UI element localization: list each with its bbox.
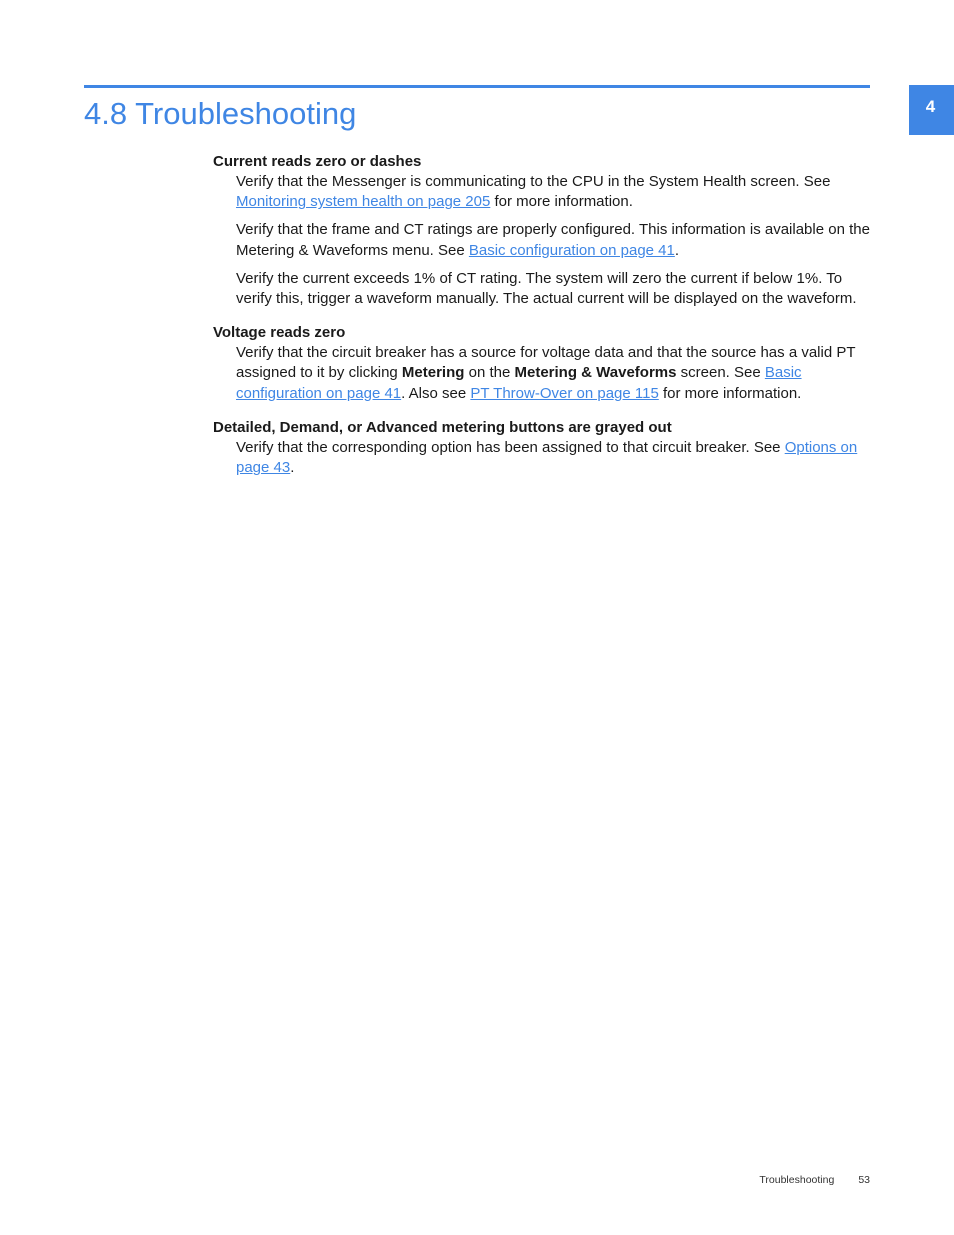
text: on the [464, 364, 515, 382]
link-basic-configuration[interactable]: Basic configuration on page 41 [468, 241, 675, 259]
text: Verify that the corresponding option has been assigned to that circuit breaker. See [236, 438, 785, 456]
header-rule [84, 85, 870, 88]
page-footer [759, 1174, 870, 1186]
paragraph [236, 172, 873, 212]
section-heading: Current reads zero or dashes [213, 153, 422, 170]
paragraph [236, 438, 873, 478]
text: for more information. [658, 384, 802, 402]
section-heading: Detailed, Demand, or Advanced metering buttons are grayed out [213, 418, 672, 436]
page-title: 4.8 Troubleshooting [84, 96, 357, 131]
ui-term-metering: Metering [401, 364, 465, 382]
link-monitoring-system-health[interactable]: Monitoring system health on page 205 [236, 193, 491, 211]
section-current-reads-zero [213, 152, 873, 309]
troubleshooting-content [213, 152, 873, 492]
section-heading: Voltage reads zero [213, 324, 346, 342]
link-pt-throw-over[interactable]: PT Throw-Over on page 115 [470, 384, 659, 402]
footer-section-name: Troubleshooting [759, 1174, 835, 1186]
link-basic-configuration[interactable]: Basic configuration on page 41 [236, 364, 802, 402]
text: Verify the current exceeds 1% of CT rating. The system will zero the current if below 1%. To verify this, trigger a waveform manually. The actual current will be displayed on the waveform. [236, 269, 857, 308]
text: Verify that the circuit breaker has a source for voltage data and that the source has a valid PT assigned to it by clicking [236, 344, 856, 382]
ui-term-metering-waveforms: Metering & Waveforms [514, 364, 677, 382]
chapter-tab [909, 85, 954, 135]
text: Verify that the Messenger is communicating to the CPU in the System Health screen. See [236, 173, 831, 190]
paragraph [236, 220, 873, 260]
page-number: 53 [858, 1174, 870, 1186]
section-voltage-reads-zero [213, 323, 873, 404]
paragraph [236, 269, 873, 309]
text: screen. See [676, 364, 765, 382]
text: . [290, 459, 295, 477]
text: . Also see [401, 384, 471, 402]
link-options[interactable]: Options on page 43 [236, 438, 858, 477]
text: . [674, 241, 680, 259]
chapter-number: 4 [925, 97, 936, 116]
section-metering-buttons-grayed [213, 418, 873, 478]
paragraph [236, 343, 873, 404]
text: for more information. [490, 193, 633, 211]
text: Verify that the frame and CT ratings are properly configured. This information is available on the Metering & Waveforms menu. See [236, 221, 870, 259]
